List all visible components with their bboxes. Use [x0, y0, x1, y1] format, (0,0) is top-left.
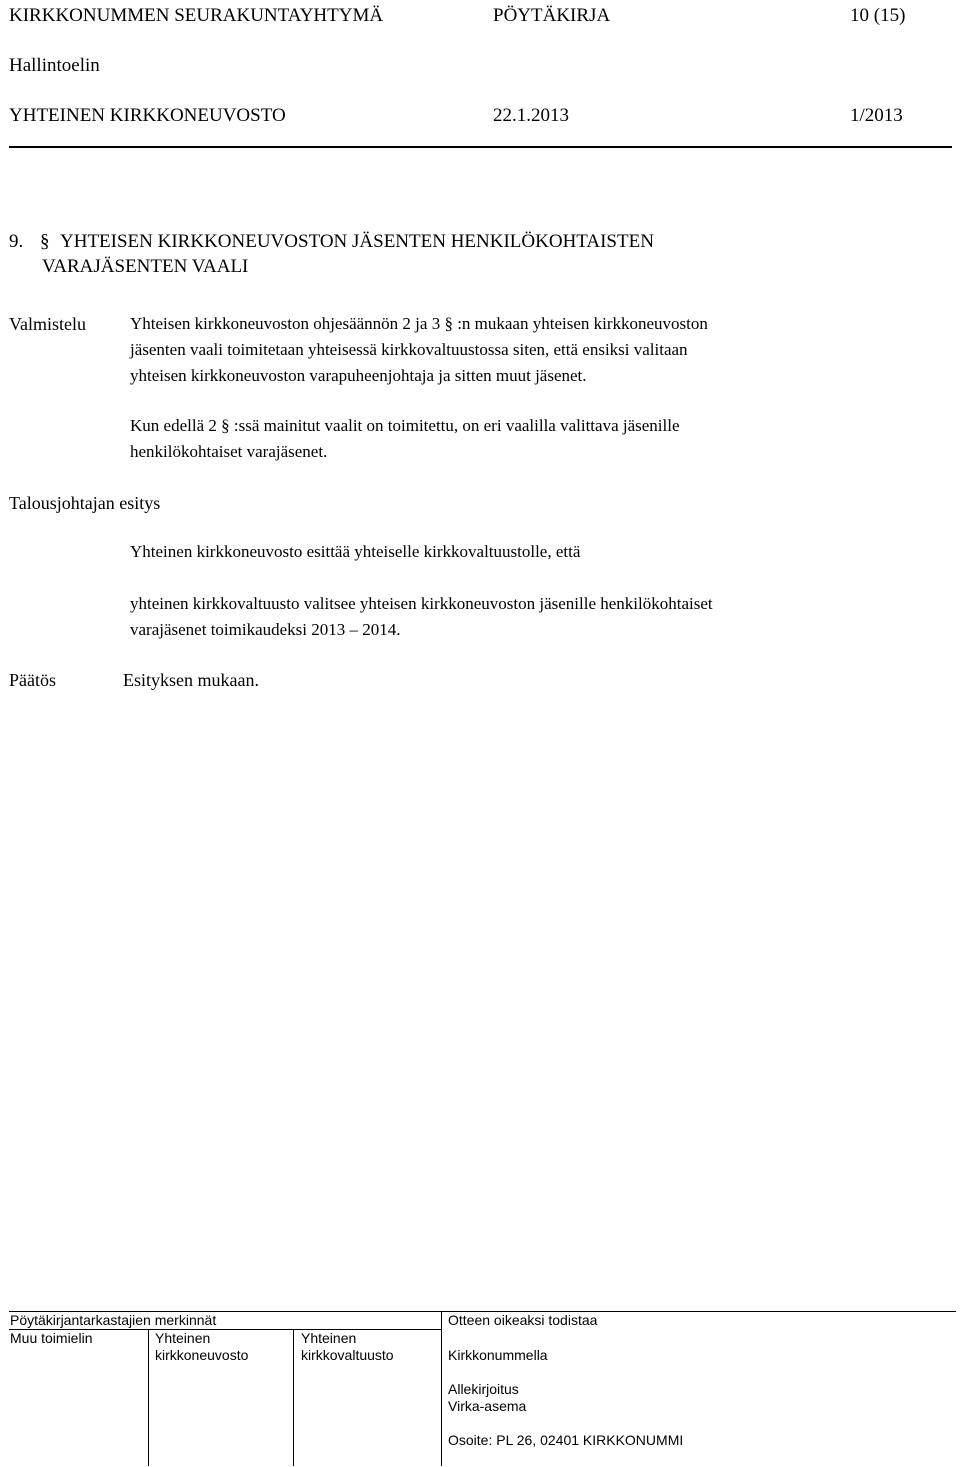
text-line: Yhteinen — [155, 1330, 211, 1346]
text-line: Yhteisen kirkkoneuvoston ohjesäännön 2 ja 3 § :n mukaan yhteisen kirkkoneuvoston — [130, 314, 708, 333]
section-number: 9. — [9, 231, 24, 252]
department-label: Hallintoelin — [9, 55, 100, 76]
inspector-column-kirkkovaltuusto — [301, 1330, 394, 1364]
paatos-text: Esityksen mukaan. — [123, 670, 259, 690]
signature-label: Allekirjoitus — [448, 1381, 519, 1397]
paatos-label: Päätös — [9, 670, 56, 690]
position-label: Virka-asema — [448, 1398, 527, 1414]
text-line: Kun edellä 2 § :ssä mainitut vaalit on toimitettu, on eri vaalilla valittava jäsenille — [130, 416, 680, 435]
address-text: Osoite: PL 26, 02401 KIRKKONUMMI — [448, 1432, 684, 1448]
text-line: henkilökohtaiset varajäsenet. — [130, 442, 328, 461]
section-title-line1: YHTEISEN KIRKKONEUVOSTON JÄSENTEN HENKILÖKOHTAISTEN — [60, 231, 654, 252]
body-name: YHTEINEN KIRKKONEUVOSTO — [9, 105, 286, 126]
footer-column-divider — [293, 1329, 294, 1466]
organization-name: KIRKKONUMMEN SEURAKUNTAYHTYMÄ — [9, 5, 384, 26]
inspector-column-kirkkoneuvosto — [155, 1330, 248, 1364]
text-line: yhteisen kirkkoneuvoston varapuheenjohtaja ja sitten muut jäsenet. — [130, 366, 587, 385]
valmistelu-label: Valmistelu — [9, 314, 86, 334]
esitys-label: Talousjohtajan esitys — [9, 493, 161, 513]
esitys-proposal — [130, 591, 713, 643]
section-title-line2: VARAJÄSENTEN VAALI — [42, 256, 249, 277]
certification-place: Kirkkonummella — [448, 1347, 548, 1363]
text-line: varajäsenet toimikaudeksi 2013 – 2014. — [130, 620, 401, 639]
footer-column-divider — [148, 1329, 149, 1466]
certified-title: Otteen oikeaksi todistaa — [448, 1312, 598, 1328]
esitys-intro: Yhteinen kirkkoneuvosto esittää yhteiselle kirkkovaltuustolle, että — [130, 542, 581, 561]
meeting-number: 1/2013 — [850, 105, 903, 126]
text-line: yhteinen kirkkovaltuusto valitsee yhteisen kirkkoneuvoston jäsenille henkilökohtaiset — [130, 594, 713, 613]
inspectors-title: Pöytäkirjantarkastajien merkinnät — [10, 1312, 217, 1328]
meeting-date: 22.1.2013 — [493, 105, 569, 126]
text-line: Yhteinen — [301, 1330, 357, 1346]
text-line: kirkkovaltuusto — [301, 1347, 394, 1363]
text-line: jäsenten vaali toimitetaan yhteisessä kirkkovaltuustossa siten, että ensiksi valitaan — [130, 340, 688, 359]
inspector-column-other: Muu toimielin — [10, 1330, 93, 1346]
page-number: 10 (15) — [850, 5, 906, 26]
valmistelu-paragraph-2 — [130, 413, 680, 465]
section-symbol: § — [40, 231, 50, 252]
document-type: PÖYTÄKIRJA — [493, 5, 611, 26]
text-line: kirkkoneuvosto — [155, 1347, 249, 1363]
valmistelu-paragraph-1 — [130, 311, 708, 389]
footer-section-divider — [441, 1311, 442, 1466]
header-divider — [9, 146, 952, 148]
